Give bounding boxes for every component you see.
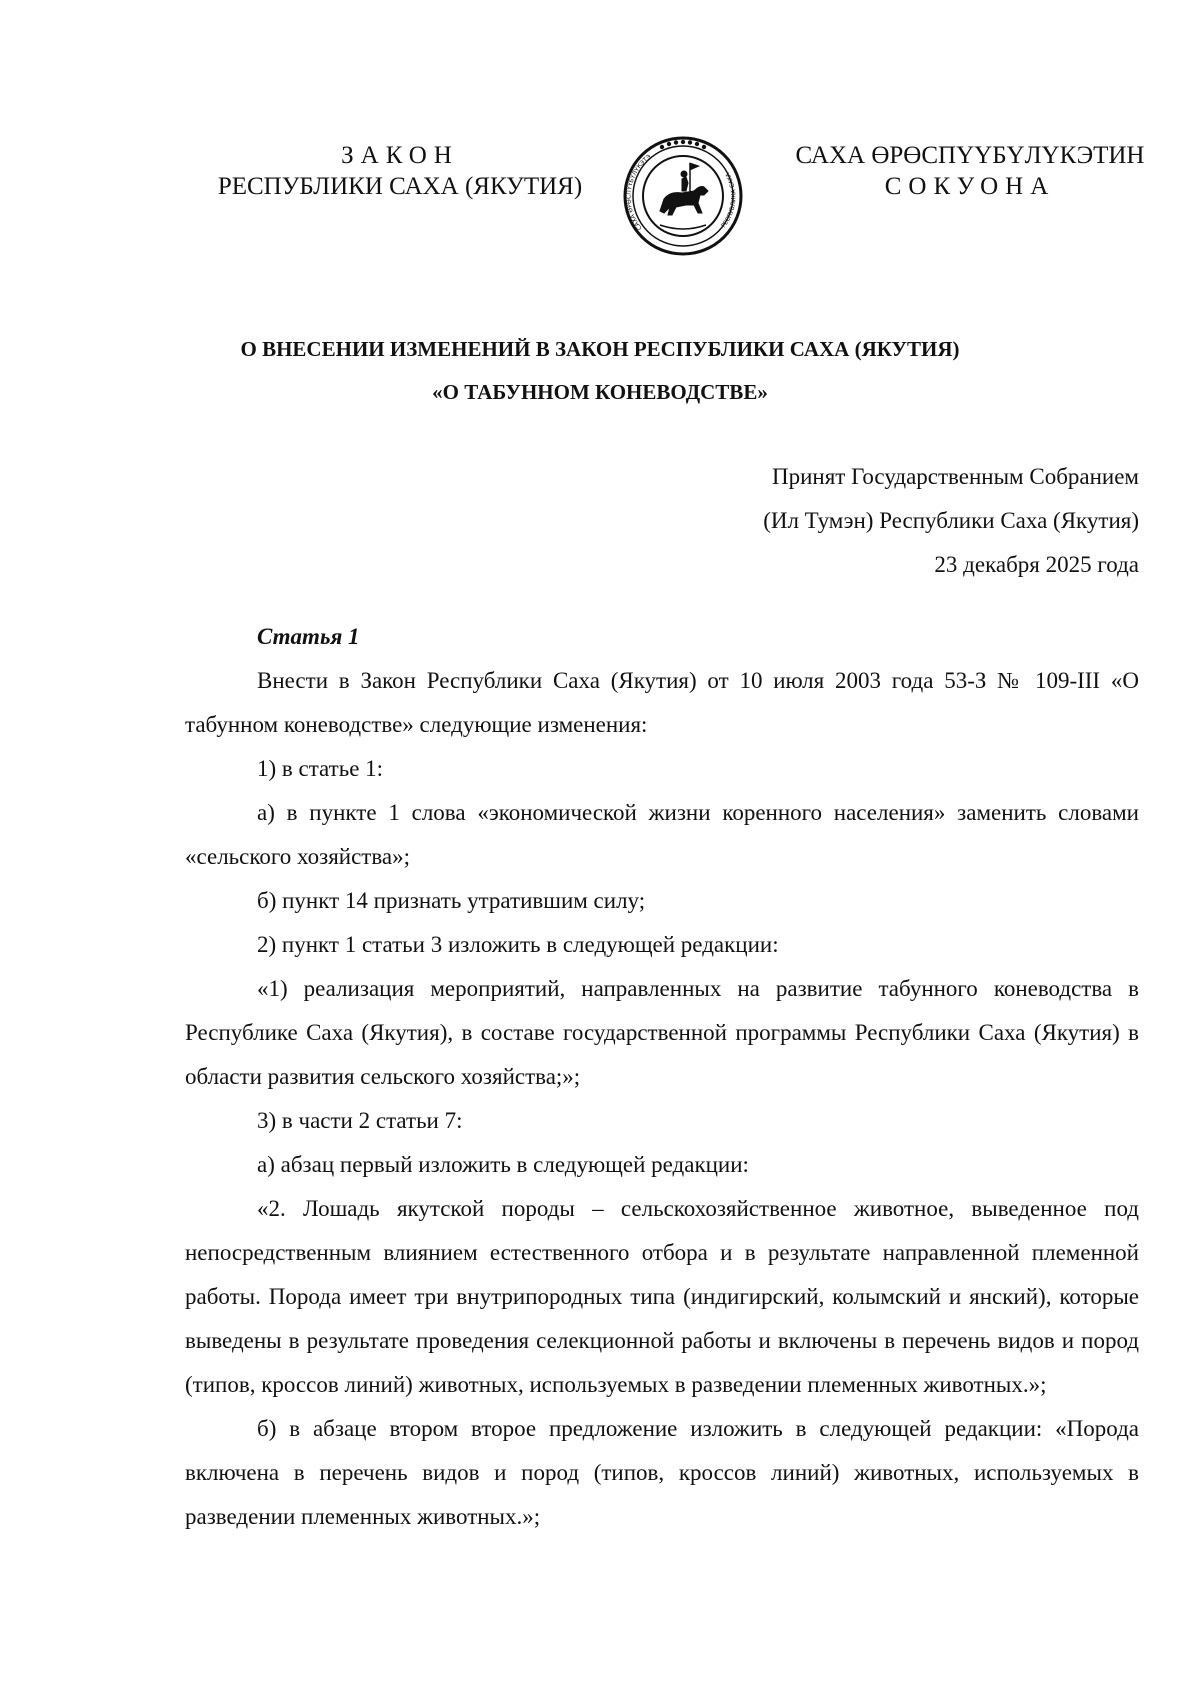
coat-of-arms-emblem-icon xyxy=(620,133,746,259)
law-title-line2: «О ТАБУННОМ КОНЕВОДСТВЕ» xyxy=(432,380,768,404)
law-title-line1: О ВНЕСЕНИИ ИЗМЕНЕНИЙ В ЗАКОН РЕСПУБЛИКИ САХА (ЯКУТИЯ) xyxy=(240,337,960,361)
article-paragraph: Внести в Закон Республики Саха (Якутия) от 10 июля 2003 года 53-З № 109-III «О табунном коневодстве» следующие изменения: xyxy=(185,668,1139,737)
adoption-line2: (Ил Тумэн) Республики Саха (Якутия) xyxy=(763,508,1139,533)
emblem-ring-text-right: РЕСПУБЛИКА САХА xyxy=(720,171,738,230)
article-heading: Статья 1 xyxy=(257,624,360,649)
article-paragraph: «2. Лошадь якутской породы – сельскохозяйственное животное, выведенное под непосредственным влиянием естественного отбора и в результате направленной племенной работы. Порода имеет три внутрипородных типа (индигирский, колымский и янский), которые выведены в результате проведения селекционной работы и включены в перечень видов и пород (типов, кроссов линий) животных, используемых в разведении племенных животных.»; xyxy=(185,1196,1139,1397)
emblem-ring-text-left: САХА ӨРӨСПҮҮБҮЛҮКЭТЭ xyxy=(625,153,653,232)
article-paragraph: 2) пункт 1 статьи 3 изложить в следующей редакции: xyxy=(257,932,779,957)
adoption-date: 23 декабря 2025 года xyxy=(934,552,1139,577)
article-paragraph: б) пункт 14 признать утратившим силу; xyxy=(257,888,646,913)
adoption-line1: Принят Государственным Собранием xyxy=(771,464,1139,489)
adoption-info xyxy=(600,455,1139,587)
article-paragraph: б) в абзаце втором второе предложение изложить в следующей редакции: «Порода включена в перечень видов и пород (типов, кроссов линий) животных, используемых в разведении племенных животных.»; xyxy=(185,1416,1139,1529)
article-paragraph: 3) в части 2 статьи 7: xyxy=(257,1108,463,1133)
article-paragraph: а) абзац первый изложить в следующей редакции: xyxy=(257,1152,749,1177)
header-yakut xyxy=(770,140,1170,202)
article-body xyxy=(185,615,1139,1539)
header-russian xyxy=(200,140,600,202)
article-paragraph: а) в пункте 1 слова «экономической жизни коренного населения» заменить словами «сельского хозяйства»; xyxy=(185,800,1139,869)
article-paragraph: 1) в статье 1: xyxy=(257,756,384,781)
header-left-line2: РЕСПУБЛИКИ САХА (ЯКУТИЯ) xyxy=(217,173,583,200)
header-left-line1: ЗАКОН xyxy=(341,142,459,169)
header-right-line2: СОКУОНА xyxy=(884,173,1056,200)
law-title xyxy=(150,328,1050,414)
article-paragraph: «1) реализация мероприятий, направленных на развитие табунного коневодства в Республике Саха (Якутия), в составе государственной программы Республики Саха (Якутия) в области развития сельского хозяйства;»; xyxy=(185,976,1139,1089)
header-right-line1: САХА ӨРӨСПҮҮБҮЛҮКЭТИН xyxy=(795,142,1145,169)
